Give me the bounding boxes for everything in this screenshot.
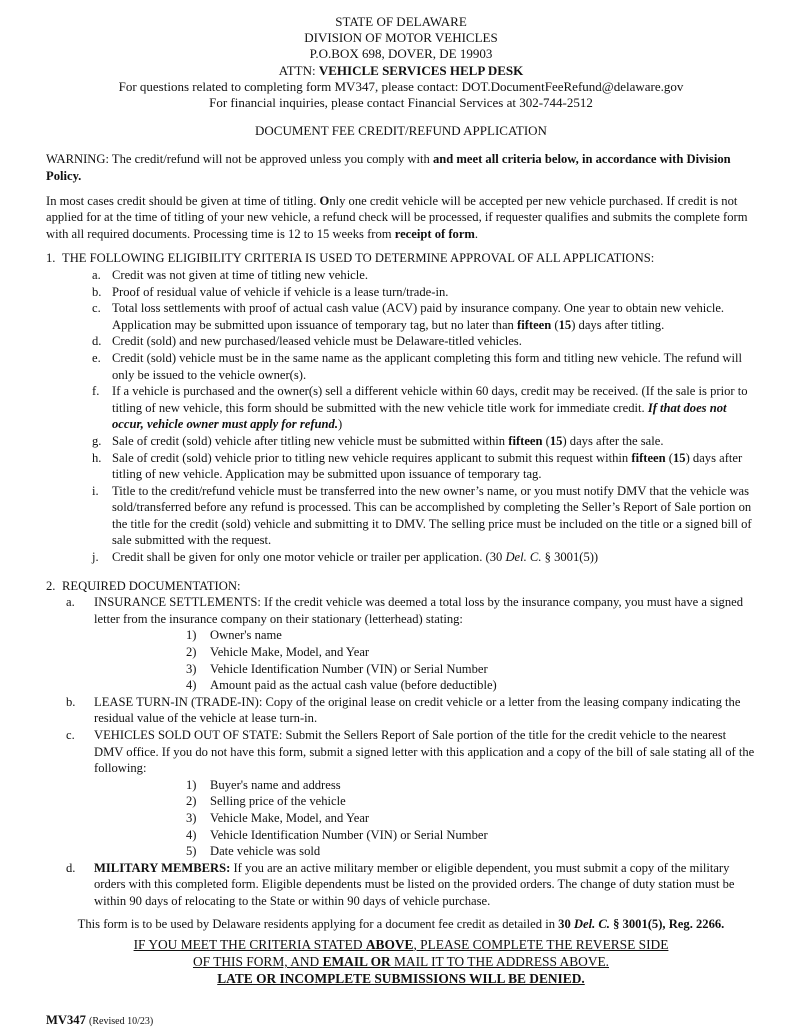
criterion-c-text: Total loss settlements with proof of actual cash value (ACV) paid by insurance company. One year to obtain new vehicle. Application may be submitted upon issuance of temporary tag, but no later than <box>112 301 725 332</box>
doc-c-sublist <box>186 777 756 860</box>
list-text: Owner's name <box>210 628 282 643</box>
header-division: DIVISION OF MOTOR VEHICLES <box>304 30 498 46</box>
criterion-text: Credit (sold) vehicle must be in the same name as the applicant completing this form and titling new vehicle. The refund will only be issued to the vehicle owner(s). <box>112 350 742 382</box>
list-number: 1) <box>186 777 197 792</box>
list-item <box>186 661 756 678</box>
list-item <box>186 777 756 794</box>
criterion-text <box>112 549 756 566</box>
paren-open: ( <box>665 450 673 465</box>
intro-end: . <box>474 226 479 241</box>
footer-text: , PLEASE COMPLETE THE REVERSE SIDE <box>413 937 669 953</box>
list-text: Vehicle Identification Number (VIN) or Serial Number <box>210 661 488 676</box>
header-state: STATE OF DELAWARE <box>335 14 467 29</box>
criterion-j-end: § 3001(5)) <box>541 550 599 565</box>
criterion-f-end: ) <box>338 417 343 432</box>
warning-text: WARNING: The credit/refund will not be approved unless you comply with <box>46 152 433 167</box>
intro-bold-o: O <box>319 193 330 208</box>
criterion-h-end: ) days after titling of new vehicle. Application may be submitted upon issuance of temporary tag. <box>112 450 743 482</box>
warning-paragraph <box>46 151 756 184</box>
form-title: DOCUMENT FEE CREDIT/REFUND APPLICATION <box>255 123 547 139</box>
attn-value: VEHICLE SERVICES HELP DESK <box>318 62 524 78</box>
criterion-c-fifteen: fifteen <box>517 317 552 332</box>
criterion-d <box>92 333 756 350</box>
footer-text: OF THIS FORM, AND <box>192 954 323 970</box>
doc-text: INSURANCE SETTLEMENTS: If the credit vehicle was deemed a total loss by the insurance company, you must have a signed letter from the insurance company on their stationary (letterhead) stating: <box>94 595 744 626</box>
residents-section: § 3001(5), Reg. 2266. <box>609 916 725 931</box>
doc-label: b. <box>66 694 76 709</box>
section2-number: 2. <box>46 578 56 593</box>
criterion-text: Credit was not given at time of titling new vehicle. <box>112 267 369 282</box>
criterion-label: h. <box>92 450 102 465</box>
list-item <box>186 677 756 694</box>
residents-title-num: 30 <box>558 916 574 931</box>
list-item <box>186 644 756 661</box>
list-item <box>186 827 756 844</box>
doc-text: VEHICLES SOLD OUT OF STATE: Submit the Sellers Report of Sale portion of the title for the credit vehicle to the nearest DMV office. If you do not have this form, submit a signed letter with this application and a copy of the bill of sale stating all of the following: <box>94 728 755 776</box>
criterion-g-15: 15 <box>549 433 563 448</box>
doc-label: c. <box>66 728 75 743</box>
doc-item-d <box>66 860 756 910</box>
criterion-h-15: 15 <box>672 450 686 465</box>
header-block <box>46 14 756 139</box>
paren-open: ( <box>542 433 550 448</box>
criterion-i <box>92 483 756 549</box>
criterion-h-text: Sale of credit (sold) vehicle prior to titling new vehicle requires applicant to submit this request within <box>112 450 632 465</box>
list-number: 5) <box>186 844 197 859</box>
criterion-label: e. <box>92 350 101 365</box>
criterion-j <box>92 549 756 566</box>
form-code: MV347 <box>46 1013 86 1027</box>
intro-text-2: nly one credit vehicle will be accepted per new vehicle purchased. If credit is not applied for at the time of titling of your new vehicle, a refund check will be processed, if requester qualifies and submits the complete form with all required documents. Processing time is 12 to 15 weeks from <box>46 193 748 241</box>
criterion-text <box>112 433 756 450</box>
doc-text: LEASE TURN-IN (TRADE-IN): Copy of the original lease on credit vehicle or a letter from the leasing company indicating the residual value of the vehicle at lease turn-in. <box>94 694 741 726</box>
footer-above: ABOVE <box>365 937 414 953</box>
criterion-label: j. <box>92 550 99 565</box>
military-heading: MILITARY MEMBERS: <box>94 860 231 875</box>
list-number: 2) <box>186 645 197 660</box>
criterion-text <box>112 450 756 483</box>
footer-text: MAIL IT TO THE ADDRESS ABOVE. <box>390 954 610 970</box>
criterion-j-text: Credit shall be given for only one motor vehicle or trailer per application. (30 <box>112 550 506 565</box>
criterion-f-emphasis: If that does not occur, vehicle owner must apply for refund. <box>112 400 727 432</box>
form-id <box>46 1012 153 1031</box>
criterion-label: a. <box>92 267 101 282</box>
intro-paragraph <box>46 193 756 243</box>
criterion-text: Title to the credit/refund vehicle must be transferred into the new owner’s name, or you must notify DMV that the vehicle was sold/transferred before any refund is processed. This can be accomplished by completing the Seller’s Report of Sale portion on the title for the credit (sold) vehicle and submitting it to DMV. The selling price must be included on the title or a signed bill of sale submitted with the request. <box>112 483 752 548</box>
list-number: 2) <box>186 794 197 809</box>
list-text: Vehicle Make, Model, and Year <box>210 645 370 660</box>
doc-item-c <box>66 727 756 777</box>
footer-line-1 <box>46 936 756 953</box>
section-documentation <box>46 578 756 910</box>
section1-title: THE FOLLOWING ELIGIBILITY CRITERIA IS USED TO DETERMINE APPROVAL OF ALL APPLICATIONS: <box>62 251 655 266</box>
criterion-label: c. <box>92 301 101 316</box>
list-number: 4) <box>186 678 197 693</box>
list-text: Selling price of the vehicle <box>210 794 346 809</box>
list-text: Vehicle Identification Number (VIN) or Serial Number <box>210 827 488 842</box>
criterion-b <box>92 284 756 301</box>
criterion-text: Proof of residual value of vehicle if vehicle is a lease turn/trade-in. <box>112 284 449 299</box>
list-text: Date vehicle was sold <box>210 844 321 859</box>
footer-instructions <box>46 936 756 987</box>
criterion-c-15: 15 <box>558 317 572 332</box>
doc-item-b <box>66 694 756 727</box>
list-item <box>186 627 756 644</box>
criterion-label: b. <box>92 284 102 299</box>
criterion-e <box>92 350 756 383</box>
residents-text: This form is to be used by Delaware residents applying for a document fee credit as detailed in <box>77 916 559 931</box>
list-text: Amount paid as the actual cash value (before deductible) <box>210 678 497 693</box>
intro-text-1: In most cases credit should be given at time of titling. <box>46 193 320 208</box>
section2-title: REQUIRED DOCUMENTATION: <box>62 578 241 593</box>
military-text: If you are an active military member or eligible dependent, you must submit a copy of the military orders with this completed form. Eligible dependents must be listed on the provided orders. The change of duty station must be within 90 days of relocating to the State or within 90 days of vehicle purchase. <box>94 860 735 908</box>
form-revision: (Revised 10/23) <box>89 1016 154 1027</box>
criterion-g-end: ) days after the sale. <box>562 433 664 448</box>
footer-email-or: EMAIL OR <box>322 954 391 970</box>
criterion-c <box>92 300 756 333</box>
list-text: Buyer's name and address <box>210 777 341 792</box>
list-number: 1) <box>186 628 197 643</box>
criterion-text <box>112 300 756 333</box>
questions-text: For questions related to completing form MV347, please contact: <box>118 78 459 94</box>
criterion-j-italic: Del. C. <box>505 550 542 565</box>
criterion-text: Credit (sold) and new purchased/leased vehicle must be Delaware-titled vehicles. <box>112 334 522 349</box>
doc-text <box>94 860 756 910</box>
paren-open: ( <box>551 317 559 332</box>
criterion-f-text: If a vehicle is purchased and the owner(s) sell a different vehicle within 60 days, credit may be received. (If the sale is prior to titling of new vehicle, this form should be submitted with the new vehicle title work for immediate credit. <box>112 384 748 415</box>
doc-label: a. <box>66 595 75 610</box>
criterion-h <box>92 450 756 483</box>
section-eligibility <box>46 250 756 565</box>
criterion-label: i. <box>92 483 99 498</box>
doc-label: d. <box>66 860 76 875</box>
residents-note <box>46 916 756 933</box>
footer-text: IF YOU MEET THE CRITERIA STATED <box>133 937 366 953</box>
doc-a-sublist <box>186 627 756 693</box>
residents-code: Del. C. <box>573 916 610 931</box>
header-attn <box>46 63 756 79</box>
list-item <box>186 793 756 810</box>
header-financial: For financial inquiries, please contact Financial Services at 302-744-2512 <box>209 95 593 111</box>
criterion-a <box>92 267 756 284</box>
criterion-g-text: Sale of credit (sold) vehicle after titling new vehicle must be submitted within <box>112 433 509 448</box>
criterion-text <box>112 383 756 433</box>
list-item <box>186 810 756 827</box>
list-number: 3) <box>186 661 197 676</box>
criterion-h-fifteen: fifteen <box>631 450 666 465</box>
criterion-g <box>92 433 756 450</box>
questions-email[interactable]: DOT.DocumentFeeRefund@delaware.gov <box>461 78 684 94</box>
attn-label: ATTN: <box>278 62 316 78</box>
section2-heading <box>46 578 756 595</box>
header-questions <box>46 79 756 95</box>
section1-number: 1. <box>46 251 56 266</box>
criterion-label: g. <box>92 433 102 448</box>
header-address: P.O.BOX 698, DOVER, DE 19903 <box>309 46 493 62</box>
list-item <box>186 843 756 860</box>
warning-bold: and meet all criteria below, in accordance with Division Policy. <box>46 152 731 184</box>
intro-bold-receipt: receipt of form <box>394 226 475 241</box>
list-number: 4) <box>186 827 197 842</box>
criterion-c-end: ) days after titling. <box>571 317 665 332</box>
list-text: Vehicle Make, Model, and Year <box>210 810 370 825</box>
criterion-f <box>92 383 756 433</box>
criterion-g-fifteen: fifteen <box>508 433 543 448</box>
section1-heading <box>46 250 756 267</box>
doc-item-a <box>66 594 756 627</box>
footer-line-3: LATE OR INCOMPLETE SUBMISSIONS WILL BE DENIED. <box>217 971 585 987</box>
criterion-label: f. <box>92 384 100 399</box>
criterion-label: d. <box>92 334 102 349</box>
footer-line-2 <box>46 953 756 970</box>
list-number: 3) <box>186 810 197 825</box>
